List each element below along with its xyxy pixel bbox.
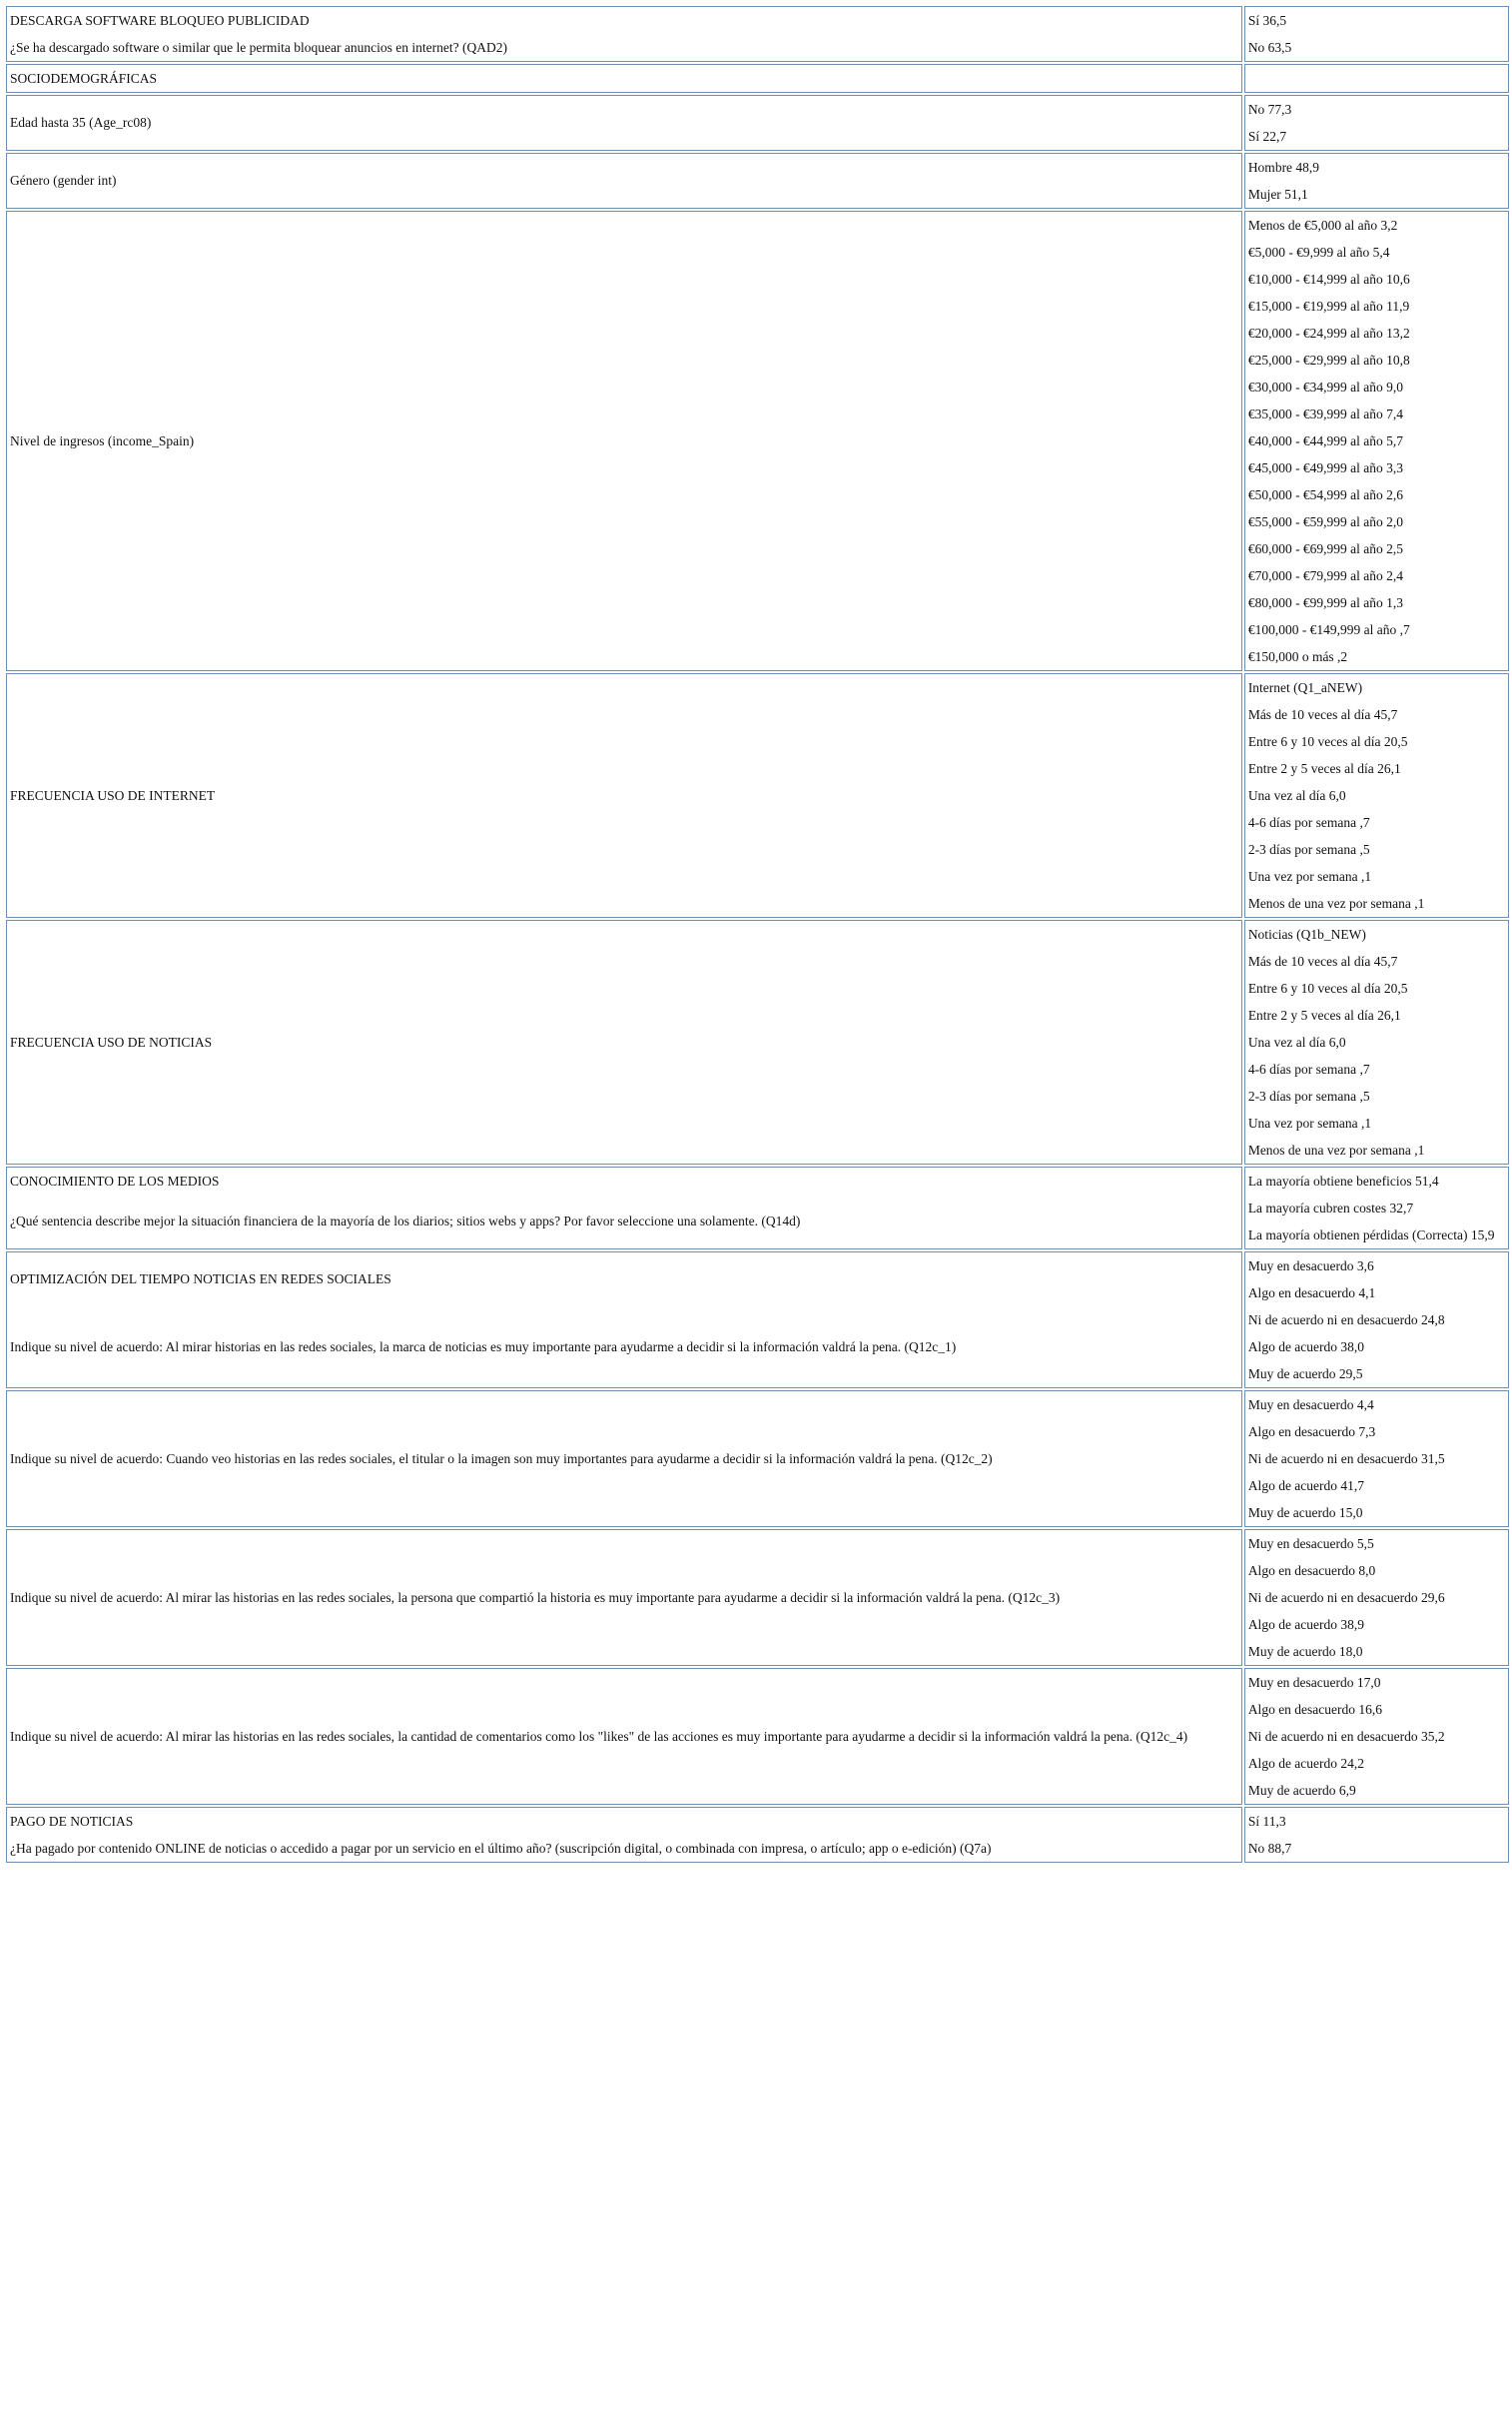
table-row (6, 1390, 1509, 1527)
table-row (6, 64, 1509, 93)
answer-value: No 63,5 (1247, 40, 1292, 55)
question-cell (6, 153, 1242, 209)
answer-value: Más de 10 veces al día 45,7 (1247, 954, 1398, 969)
answer-value: 2-3 días por semana ,5 (1247, 842, 1370, 857)
answer-value: Una vez por semana ,1 (1247, 869, 1372, 884)
answer-value: Algo en desacuerdo 16,6 (1247, 1702, 1383, 1717)
answer-value: Ni de acuerdo ni en desacuerdo 35,2 (1247, 1729, 1445, 1744)
answer-value: Entre 6 y 10 veces al día 20,5 (1247, 734, 1408, 749)
table-row (6, 6, 1509, 62)
answer-value: Una vez por semana ,1 (1247, 1116, 1372, 1131)
question-text: Indique su nivel de acuerdo: Al mirar historias en las redes sociales, la marca de noticias es muy importante para ayudarme a decidir si la información valdrá la pena. (Q12c_1) (10, 1339, 957, 1354)
answer-cell (1244, 211, 1509, 671)
table-row (6, 673, 1509, 918)
answer-value: 2-3 días por semana ,5 (1247, 1089, 1370, 1104)
answer-value: Muy en desacuerdo 4,4 (1247, 1397, 1374, 1412)
answer-value: Algo de acuerdo 24,2 (1247, 1756, 1365, 1771)
answer-cell (1244, 95, 1509, 151)
answer-value: Algo en desacuerdo 8,0 (1247, 1563, 1376, 1578)
answer-cell (1244, 920, 1509, 1165)
answer-value: €20,000 - €24,999 al año 13,2 (1247, 326, 1410, 341)
answer-value: Muy de acuerdo 15,0 (1247, 1505, 1363, 1520)
answer-cell (1244, 1251, 1509, 1388)
question-cell (6, 920, 1242, 1165)
answer-value: Más de 10 veces al día 45,7 (1247, 707, 1398, 722)
answer-value: Ni de acuerdo ni en desacuerdo 29,6 (1247, 1590, 1445, 1605)
answer-value: Algo en desacuerdo 4,1 (1247, 1285, 1376, 1300)
section-heading: CONOCIMIENTO DE LOS MEDIOS (10, 1174, 220, 1189)
answer-value: Algo de acuerdo 41,7 (1247, 1478, 1365, 1493)
answer-value: Muy de acuerdo 6,9 (1247, 1783, 1356, 1798)
answer-value: Noticias (Q1b_NEW) (1247, 927, 1366, 942)
question-cell (6, 1668, 1242, 1805)
question-text: Género (gender int) (10, 173, 117, 188)
answer-value: Entre 6 y 10 veces al día 20,5 (1247, 981, 1408, 996)
answer-value: €55,000 - €59,999 al año 2,0 (1247, 514, 1404, 529)
answer-value: €30,000 - €34,999 al año 9,0 (1247, 380, 1404, 395)
answer-value: Internet (Q1_aNEW) (1247, 680, 1363, 695)
question-text: Indique su nivel de acuerdo: Al mirar las historias en las redes sociales, la persona que compartió la historia es muy importante para ayudarme a decidir si la información valdrá la pena. (Q12c_3) (10, 1589, 1061, 1605)
question-cell (6, 6, 1242, 62)
answer-value: Ni de acuerdo ni en desacuerdo 31,5 (1247, 1451, 1445, 1466)
table-row (6, 153, 1509, 209)
question-text: ¿Ha pagado por contenido ONLINE de noticias o accedido a pagar por un servicio en el último año? (suscripción digital, o combinada con impresa, o artículo; app o e-edición) (Q7a) (10, 1841, 992, 1856)
answer-value (1248, 65, 1505, 92)
question-text: FRECUENCIA USO DE NOTICIAS (10, 1034, 213, 1050)
question-cell (6, 95, 1242, 151)
answer-cell (1244, 673, 1509, 918)
answer-value: Una vez al día 6,0 (1247, 1035, 1346, 1050)
answer-value: €45,000 - €49,999 al año 3,3 (1247, 460, 1404, 475)
answer-value: €150,000 o más ,2 (1247, 649, 1348, 664)
question-text: Edad hasta 35 (Age_rc08) (10, 115, 152, 130)
answer-value: Muy en desacuerdo 3,6 (1247, 1258, 1374, 1273)
answer-value: Menos de una vez por semana ,1 (1247, 896, 1425, 911)
question-cell (6, 64, 1242, 93)
answer-value: €60,000 - €69,999 al año 2,5 (1247, 541, 1404, 556)
survey-results-table (4, 4, 1511, 1865)
answer-value: €10,000 - €14,999 al año 10,6 (1247, 272, 1410, 287)
question-cell (6, 1390, 1242, 1527)
question-cell (6, 211, 1242, 671)
question-text: Indique su nivel de acuerdo: Al mirar las historias en las redes sociales, la cantidad de comentarios como los "likes" de las acciones es muy importante para ayudarme a decidir si la información valdrá la pena. (Q12c_4) (10, 1728, 1188, 1744)
answer-value: Muy de acuerdo 29,5 (1247, 1366, 1363, 1381)
answer-value: Muy de acuerdo 18,0 (1247, 1644, 1363, 1659)
question-text: ¿Qué sentencia describe mejor la situación financiera de la mayoría de los diarios; sitios webs y apps? Por favor seleccione una solamente. (Q14d) (10, 1214, 801, 1228)
question-text: ¿Se ha descargado software o similar que le permita bloquear anuncios en internet? (QAD2) (10, 40, 507, 55)
answer-value: 4-6 días por semana ,7 (1247, 1062, 1370, 1077)
table-row (6, 1529, 1509, 1666)
question-cell (6, 1807, 1242, 1863)
answer-value: Menos de €5,000 al año 3,2 (1247, 218, 1398, 233)
section-heading: OPTIMIZACIÓN DEL TIEMPO NOTICIAS EN REDES SOCIALES (10, 1271, 391, 1286)
section-heading: DESCARGA SOFTWARE BLOQUEO PUBLICIDAD (10, 13, 310, 28)
answer-value: Muy en desacuerdo 17,0 (1247, 1675, 1381, 1690)
question-cell (6, 1251, 1242, 1388)
section-heading: PAGO DE NOTICIAS (10, 1814, 134, 1829)
answer-value: Algo de acuerdo 38,0 (1247, 1339, 1365, 1354)
table-row (6, 920, 1509, 1165)
answer-value: €5,000 - €9,999 al año 5,4 (1247, 245, 1390, 260)
question-text: FRECUENCIA USO DE INTERNET (10, 787, 216, 803)
answer-value: Sí 22,7 (1247, 129, 1287, 144)
question-text: Nivel de ingresos (income_Spain) (10, 432, 195, 448)
answer-value: €70,000 - €79,999 al año 2,4 (1247, 568, 1404, 583)
answer-value: La mayoría cubren costes 32,7 (1247, 1201, 1414, 1216)
answer-value: Mujer 51,1 (1247, 187, 1308, 202)
answer-value: Sí 36,5 (1247, 13, 1287, 28)
answer-value: Entre 2 y 5 veces al día 26,1 (1247, 761, 1401, 776)
answer-value: Entre 2 y 5 veces al día 26,1 (1247, 1008, 1401, 1023)
answer-value: Hombre 48,9 (1247, 160, 1320, 175)
answer-cell (1244, 64, 1509, 93)
question-cell (6, 1167, 1242, 1249)
answer-value: La mayoría obtienen pérdidas (Correcta) 15,9 (1247, 1227, 1495, 1242)
answer-cell (1244, 1529, 1509, 1666)
question-text: Indique su nivel de acuerdo: Cuando veo historias en las redes sociales, el titular o la imagen son muy importantes para ayudarme a decidir si la información valdrá la pena. (Q12c_2) (10, 1450, 993, 1466)
answer-value: Menos de una vez por semana ,1 (1247, 1143, 1425, 1158)
table-row (6, 1807, 1509, 1863)
table-row (6, 1668, 1509, 1805)
answer-value: No 77,3 (1247, 102, 1292, 117)
answer-cell (1244, 1390, 1509, 1527)
answer-value: €50,000 - €54,999 al año 2,6 (1247, 487, 1404, 502)
answer-value: Muy en desacuerdo 5,5 (1247, 1536, 1374, 1551)
answer-cell (1244, 1668, 1509, 1805)
answer-value: €40,000 - €44,999 al año 5,7 (1247, 433, 1404, 448)
table-body (6, 6, 1509, 1863)
answer-value: No 88,7 (1247, 1841, 1292, 1856)
answer-cell (1244, 1807, 1509, 1863)
answer-value: La mayoría obtiene beneficios 51,4 (1247, 1174, 1439, 1189)
question-cell (6, 1529, 1242, 1666)
answer-value: €25,000 - €29,999 al año 10,8 (1247, 353, 1410, 368)
answer-value: €80,000 - €99,999 al año 1,3 (1247, 595, 1404, 610)
answer-value: Algo de acuerdo 38,9 (1247, 1617, 1365, 1632)
table-row (6, 211, 1509, 671)
table-row (6, 1167, 1509, 1249)
answer-value: Algo en desacuerdo 7,3 (1247, 1424, 1376, 1439)
answer-value: €100,000 - €149,999 al año ,7 (1247, 622, 1410, 637)
question-text: SOCIODEMOGRÁFICAS (10, 70, 158, 86)
answer-value: Sí 11,3 (1247, 1814, 1286, 1829)
answer-value: €15,000 - €19,999 al año 11,9 (1247, 299, 1410, 314)
question-cell (6, 673, 1242, 918)
answer-cell (1244, 1167, 1509, 1249)
answer-value: Una vez al día 6,0 (1247, 788, 1346, 803)
table-row (6, 1251, 1509, 1388)
answer-value: €35,000 - €39,999 al año 7,4 (1247, 406, 1404, 421)
answer-cell (1244, 6, 1509, 62)
answer-cell (1244, 153, 1509, 209)
answer-value: Ni de acuerdo ni en desacuerdo 24,8 (1247, 1312, 1445, 1327)
table-row (6, 95, 1509, 151)
answer-value: 4-6 días por semana ,7 (1247, 815, 1370, 830)
